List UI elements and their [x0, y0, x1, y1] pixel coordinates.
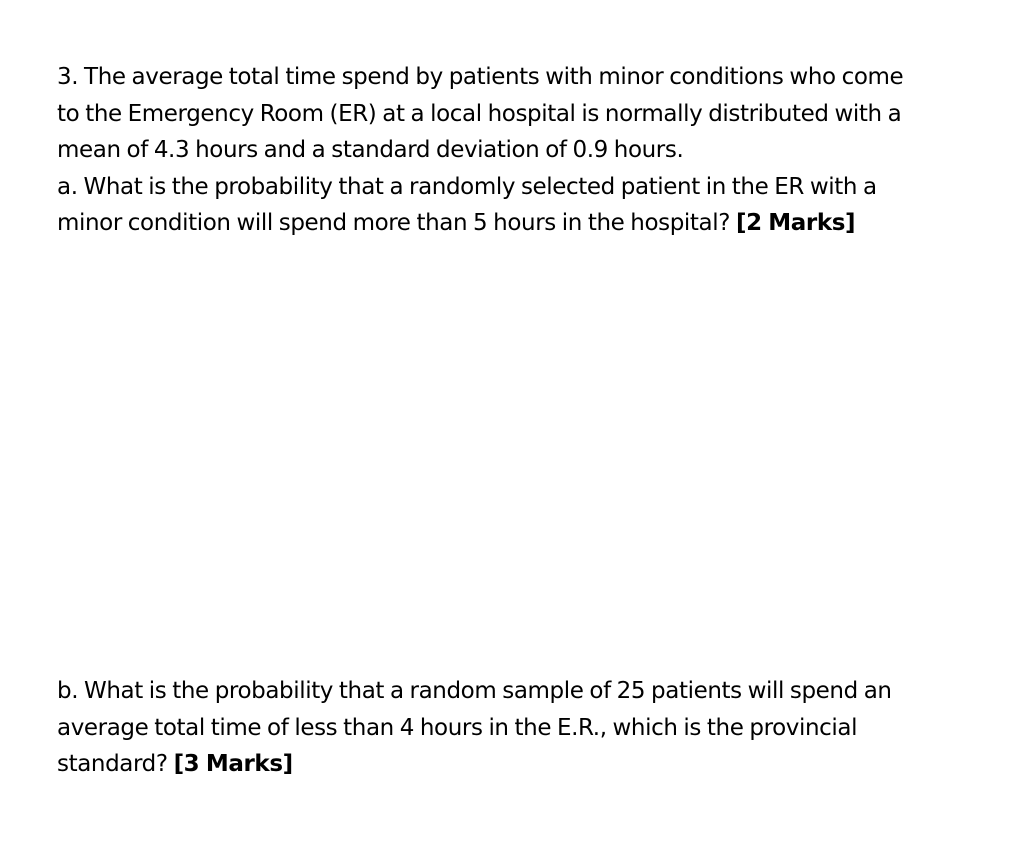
part-b-line-3: standard? — [57, 751, 168, 777]
part-b-line-1: b. What is the probability that a random sample of 25 patients will spend an — [57, 678, 892, 704]
part-a-line-2-wrapper — [57, 205, 1007, 242]
part-a-line-2: minor condition will spend more than 5 hours in the hospital? — [57, 210, 731, 236]
part-a-marks: [2 Marks] — [735, 210, 856, 236]
question-intro-line-1: 3. The average total time spend by patients with minor conditions who come — [57, 64, 904, 90]
question-intro-line-3: mean of 4.3 hours and a standard deviation of 0.9 hours. — [57, 137, 684, 163]
question-intro-line-2: to the Emergency Room (ER) at a local hospital is normally distributed with a — [57, 100, 902, 127]
part-b-line-3-wrapper — [57, 746, 1007, 783]
question-part-b — [57, 673, 1007, 783]
part-b-line-2: average total time of less than 4 hours in the E.R., which is the provincial — [57, 714, 858, 741]
question-3 — [57, 59, 1007, 242]
part-b-marks: [3 Marks] — [173, 751, 293, 777]
part-a-line-1: a. What is the probability that a randomly selected patient in the ER with a — [57, 173, 877, 200]
